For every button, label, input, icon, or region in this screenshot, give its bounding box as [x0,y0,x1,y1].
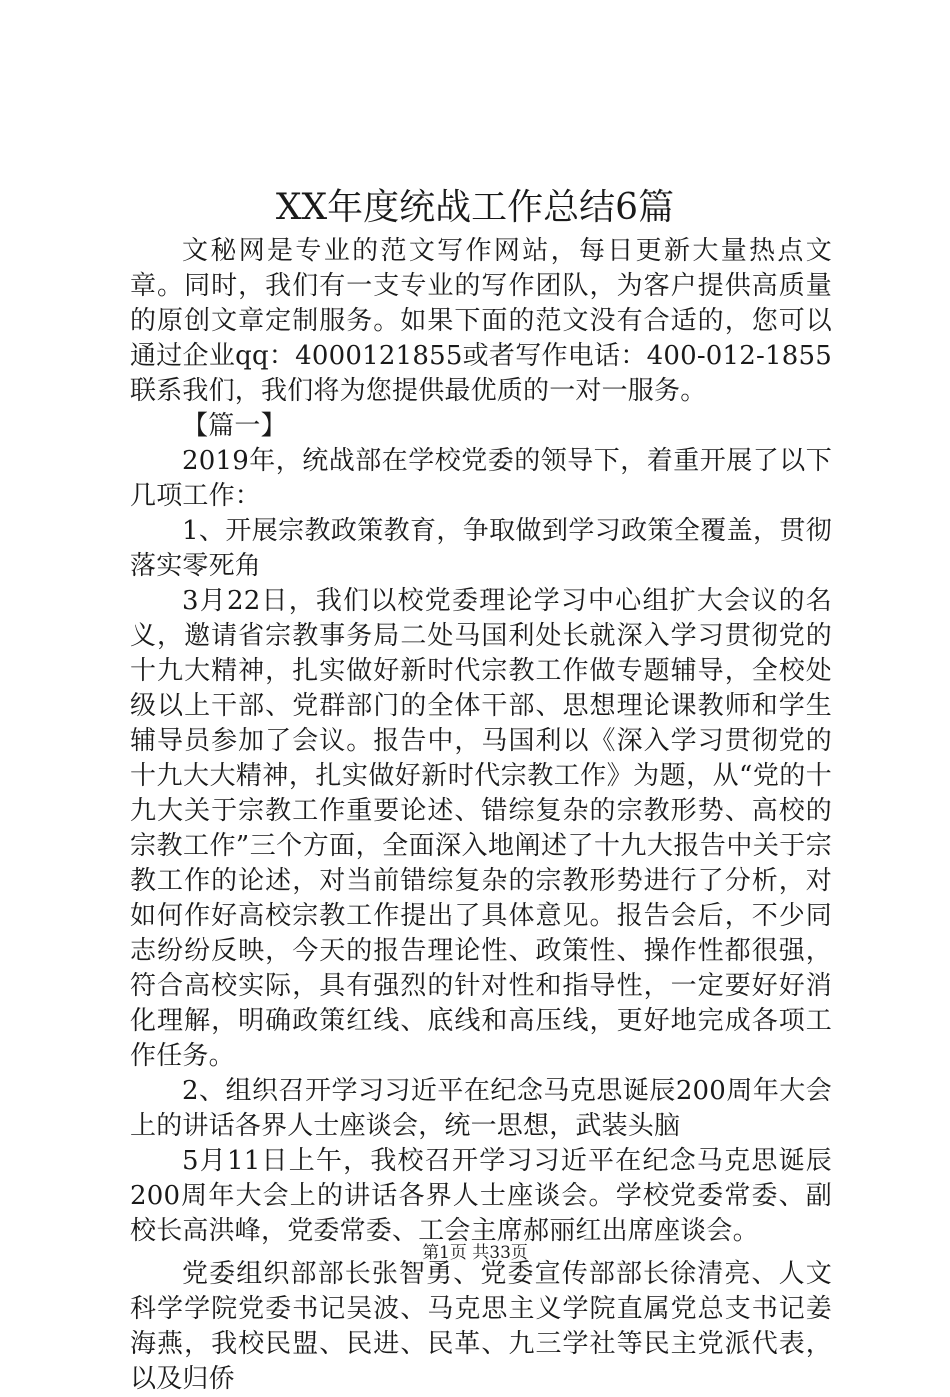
paragraph-item-1-heading: 1、开展宗教政策教育，争取做到学习政策全覆盖，贯彻落实零死角 [130,516,832,581]
paragraph-section-heading: 【篇一】 [182,411,287,441]
paragraph-intro: 文秘网是专业的范文写作网站，每日更新大量热点文章。同时，我们有一支专业的写作团队，为客户提供高质量的原创文章定制服务。如果下面的范文没有合适的，您可以通过企业qq：4000121855或者写作电话：400-012-1855联系我们，我们将为您提供最优质的一对一服务。 [130,236,832,406]
paragraph-attendees: 党委组织部部长张智勇、党委宣传部部长徐清亮、人文科学学院党委书记吴波、马克思主义学院直属党总支书记姜海燕，我校民盟、民进、民革、九三学社等民主党派代表，以及归侨 [130,1259,832,1394]
paragraph-item-1-body: 3月22日，我们以校党委理论学习中心组扩大会议的名义，邀请省宗教事务局二处马国利处长就深入学习贯彻党的十九大精神，扎实做好新时代宗教工作做专题辅导，全校处级以上干部、党群部门的全体干部、思想理论课教师和学生辅导员参加了会议。报告中，马国利以《深入学习贯彻党的十九大大精神，扎实做好新时代宗教工作》为题，从“党的十九大关于宗教工作重要论述、错综复杂的宗教形势、高校的宗教工作”三个方面，全面深入地阐述了十九大报告中关于宗教工作的论述，对当前错综复杂的宗教形势进行了分析，对如何作好高校宗教工作提出了具体意见。报告会后，不少同志纷纷反映，今天的报告理论性、政策性、操作性都很强，符合高校实际，具有强烈的针对性和指导性，一定要好好消化理解，明确政策红线、底线和高压线，更好地完成各项工作任务。 [130,586,832,1071]
paragraph-overview: 2019年，统战部在学校党委的领导下，着重开展了以下几项工作： [130,446,832,511]
document-body [130,234,832,1397]
page-title: XX年度统战工作总结6篇 [275,187,675,228]
paragraph-item-2-body: 5月11日上午，我校召开学习习近平在纪念马克思诞辰200周年大会上的讲话各界人士座谈会。学校党委常委、副校长高洪峰，党委常委、工会主席郝丽红出席座谈会。 [130,1146,832,1246]
page-footer: 第1页 共33页 [422,1243,528,1263]
paragraph-item-2-heading: 2、组织召开学习习近平在纪念马克思诞辰200周年大会上的讲话各界人士座谈会，统一思想，武装头脑 [130,1076,832,1141]
